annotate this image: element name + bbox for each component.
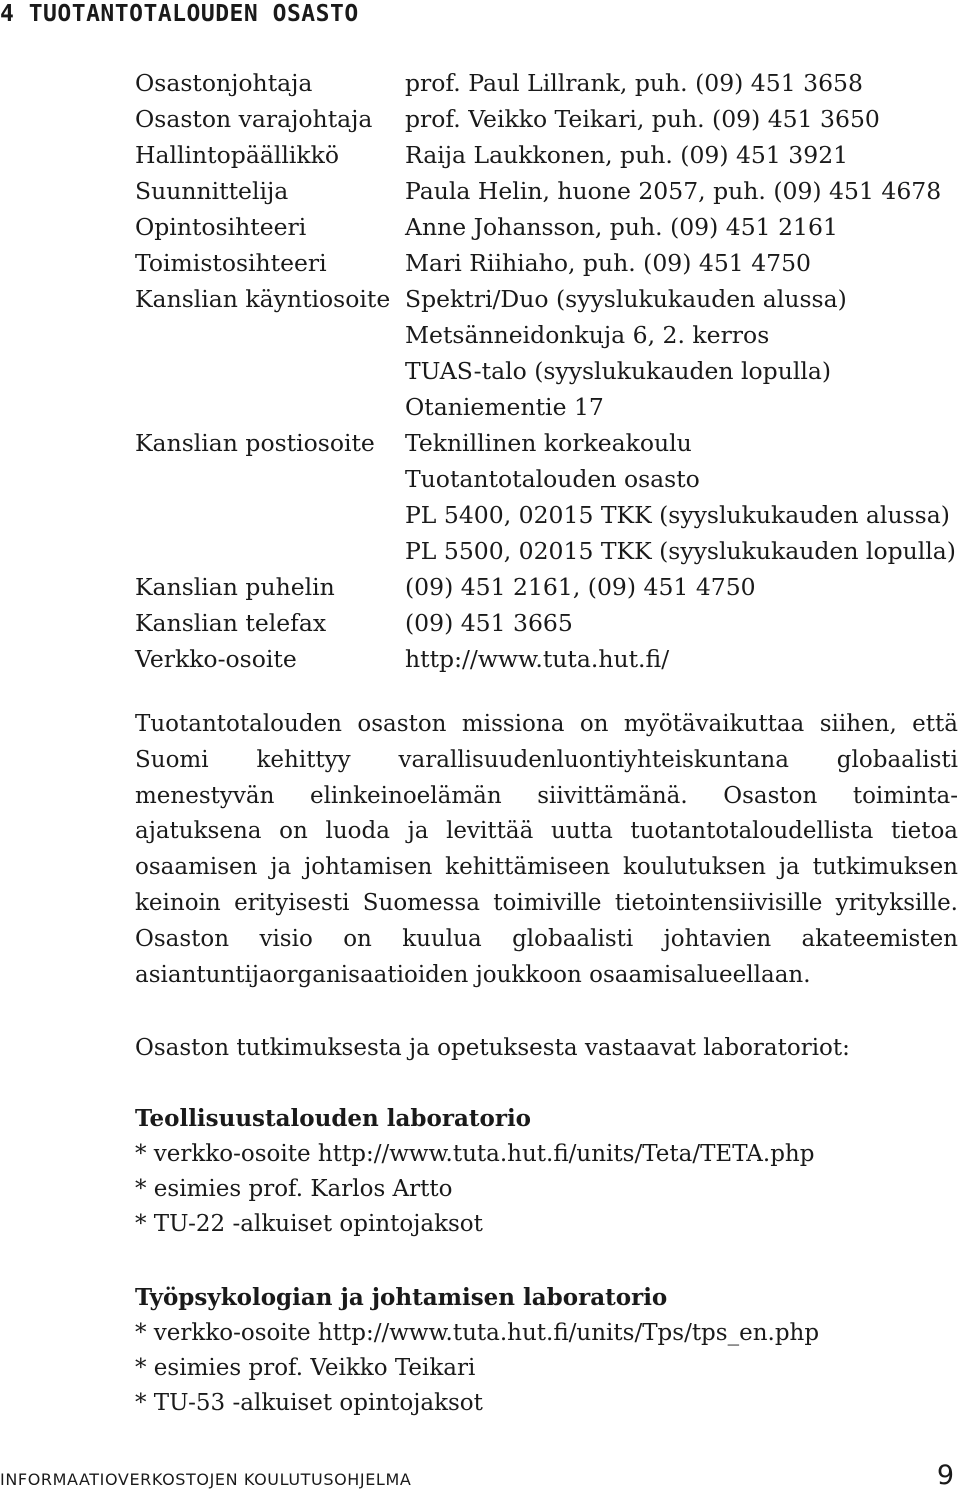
contact-row: [135, 605, 960, 641]
contact-label: Kanslian käyntiosoite: [135, 285, 391, 313]
lab-section: [135, 1280, 958, 1421]
contact-label: Opintosihteeri: [135, 213, 307, 241]
contact-row: [135, 461, 960, 497]
lab-courses-item: * TU-22 -alkuiset opintojaksot: [135, 1211, 483, 1237]
contact-row: [135, 389, 960, 425]
lab-website-item[interactable]: * verkko-osoite http://www.tuta.hut.fi/units/Teta/TETA.php: [135, 1141, 815, 1167]
contact-value: Tuotantotalouden osasto: [405, 465, 700, 493]
contact-row: [135, 101, 960, 137]
contact-value: PL 5400, 02015 TKK (syyslukukauden alussa): [405, 501, 950, 529]
lab-title: Työpsykologian ja johtamisen laboratorio: [135, 1284, 668, 1311]
contact-value: prof. Paul Lillrank, puh. (09) 451 3658: [405, 69, 863, 97]
lab-website-item[interactable]: * verkko-osoite http://www.tuta.hut.fi/units/Tps/tps_en.php: [135, 1320, 820, 1346]
contact-label: Kanslian puhelin: [135, 573, 335, 601]
contact-row: [135, 245, 960, 281]
lab-title: Teollisuustalouden laboratorio: [135, 1105, 532, 1132]
contact-value: Paula Helin, huone 2057, puh. (09) 451 4678: [405, 177, 942, 205]
contact-value: Metsänneidonkuja 6, 2. kerros: [405, 321, 770, 349]
contact-row: [135, 497, 960, 533]
contact-row: [135, 209, 960, 245]
contact-value: Mari Riihiaho, puh. (09) 451 4750: [405, 249, 811, 277]
contact-row: [135, 533, 960, 569]
lab-courses-item: * TU-53 -alkuiset opintojaksot: [135, 1390, 483, 1416]
contact-value: Otaniementie 17: [405, 393, 604, 421]
lab-head-item: * esimies prof. Karlos Artto: [135, 1176, 453, 1202]
contact-label: Hallintopäällikkö: [135, 141, 340, 169]
footer-program-name: INFORMAATIOVERKOSTOJEN KOULUTUSOHJELMA: [0, 1470, 412, 1489]
contact-label: Suunnittelija: [135, 177, 289, 205]
contact-label: Osastonjohtaja: [135, 69, 313, 97]
section-title: 4 TUOTANTOTALOUDEN OSASTO: [0, 1, 359, 27]
contact-row: [135, 281, 960, 317]
contact-value: Teknillinen korkeakoulu: [405, 429, 692, 457]
labs-intro: Osaston tutkimuksesta ja opetuksesta vastaavat laboratoriot:: [135, 1035, 850, 1061]
contact-row: [135, 317, 960, 353]
lab-head-item: * esimies prof. Veikko Teikari: [135, 1355, 476, 1381]
mission-paragraph: Tuotantotalouden osaston missiona on myötävaikuttaa siihen, että Suomi kehittyy varallisuudenluontiyhteiskuntana globaalisti menestyvän elinkeinoelämän siivittämänä. Osaston toiminta-ajatuksena on luoda ja levittää uutta tuotantotaloudellista tietoa osaamisen ja johtamisen kehittämiseen koulutuksen ja tutkimuksen keinoin erityisesti Suomessa toimiville tietointensiivisille yrityksille. Osaston visio on kuulua globaalisti johtavien akateemisten asiantuntijaorganisaatioiden joukkoon osaamisalueellaan.: [135, 711, 958, 988]
contact-value: Spektri/Duo (syyslukukauden alussa): [405, 285, 847, 313]
website-link[interactable]: http://www.tuta.hut.fi/: [405, 645, 670, 673]
contact-value: Anne Johansson, puh. (09) 451 2161: [405, 213, 838, 241]
contact-row: [135, 137, 960, 173]
contact-row: [135, 353, 960, 389]
contact-label: Kanslian postiosoite: [135, 429, 375, 457]
contact-label: Verkko-osoite: [135, 645, 297, 673]
contact-label: Toimistosihteeri: [135, 249, 327, 277]
contact-value: Raija Laukkonen, puh. (09) 451 3921: [405, 141, 849, 169]
contact-label: Osaston varajohtaja: [135, 105, 373, 133]
contact-table: [135, 65, 960, 677]
contact-row: [135, 569, 960, 605]
contact-value: (09) 451 2161, (09) 451 4750: [405, 573, 756, 601]
contact-value: PL 5500, 02015 TKK (syyslukukauden lopulla): [405, 537, 956, 565]
contact-value: TUAS-talo (syyslukukauden lopulla): [405, 357, 832, 385]
contact-row: [135, 65, 960, 101]
contact-row: [135, 173, 960, 209]
contact-label: Kanslian telefax: [135, 609, 327, 637]
lab-section: [135, 1101, 958, 1242]
contact-row: [135, 641, 960, 677]
contact-value: (09) 451 3665: [405, 609, 573, 637]
page-number: 9: [936, 1460, 954, 1491]
contact-row: [135, 425, 960, 461]
contact-value: prof. Veikko Teikari, puh. (09) 451 3650: [405, 105, 880, 133]
